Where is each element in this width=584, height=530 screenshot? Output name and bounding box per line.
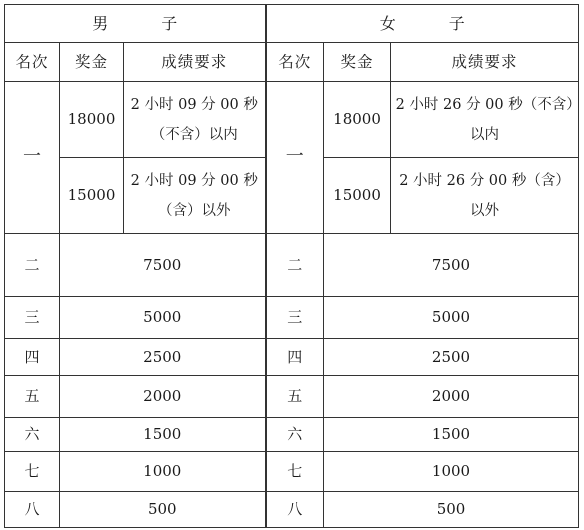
group-header-row <box>5 5 579 43</box>
female-rank-2: 二 <box>266 234 324 297</box>
female-rank-4: 四 <box>266 339 324 376</box>
female-rank-8: 八 <box>266 492 324 528</box>
female-rank-header: 名次 <box>266 43 324 82</box>
female-first-prize-b: 15000 <box>324 158 391 234</box>
female-prize-3: 5000 <box>324 297 579 339</box>
male-first-requirement-a: 2 小时 09 分 00 秒（不含）以内 <box>124 82 266 158</box>
male-prize-6: 1500 <box>60 418 266 452</box>
female-group-header: 女 子 <box>266 5 579 43</box>
male-first-prize-a: 18000 <box>60 82 124 158</box>
male-first-rank: 一 <box>5 82 60 234</box>
female-rank-7: 七 <box>266 452 324 492</box>
female-prize-5: 2000 <box>324 376 579 418</box>
prize-table <box>4 4 579 528</box>
female-first-rank: 一 <box>266 82 324 234</box>
female-prize-7: 1000 <box>324 452 579 492</box>
rank-row-2 <box>5 234 579 297</box>
female-prize-header: 奖金 <box>324 43 391 82</box>
male-first-requirement-b: 2 小时 09 分 00 秒（含）以外 <box>124 158 266 234</box>
female-prize-8: 500 <box>324 492 579 528</box>
male-rank-2: 二 <box>5 234 60 297</box>
rank-row-8 <box>5 492 579 528</box>
male-group-header: 男 子 <box>5 5 266 43</box>
male-prize-7: 1000 <box>60 452 266 492</box>
male-prize-8: 500 <box>60 492 266 528</box>
male-prize-4: 2500 <box>60 339 266 376</box>
female-rank-3: 三 <box>266 297 324 339</box>
column-header-row <box>5 43 579 82</box>
male-rank-3: 三 <box>5 297 60 339</box>
female-requirement-header: 成绩要求 <box>391 43 579 82</box>
male-rank-6: 六 <box>5 418 60 452</box>
female-rank-6: 六 <box>266 418 324 452</box>
rank-row-3 <box>5 297 579 339</box>
male-prize-3: 5000 <box>60 297 266 339</box>
male-first-prize-b: 15000 <box>60 158 124 234</box>
male-rank-4: 四 <box>5 339 60 376</box>
male-rank-7: 七 <box>5 452 60 492</box>
female-first-prize-a: 18000 <box>324 82 391 158</box>
first-place-row-a <box>5 82 579 158</box>
female-prize-6: 1500 <box>324 418 579 452</box>
female-prize-2: 7500 <box>324 234 579 297</box>
female-rank-5: 五 <box>266 376 324 418</box>
female-first-requirement-b: 2 小时 26 分 00 秒（含）以外 <box>391 158 579 234</box>
male-prize-5: 2000 <box>60 376 266 418</box>
male-rank-header: 名次 <box>5 43 60 82</box>
male-rank-5: 五 <box>5 376 60 418</box>
rank-row-6 <box>5 418 579 452</box>
male-requirement-header: 成绩要求 <box>124 43 266 82</box>
male-prize-2: 7500 <box>60 234 266 297</box>
rank-row-7 <box>5 452 579 492</box>
female-first-requirement-a: 2 小时 26 分 00 秒（不含）以内 <box>391 82 579 158</box>
rank-row-5 <box>5 376 579 418</box>
female-prize-4: 2500 <box>324 339 579 376</box>
rank-row-4 <box>5 339 579 376</box>
male-rank-8: 八 <box>5 492 60 528</box>
male-prize-header: 奖金 <box>60 43 124 82</box>
